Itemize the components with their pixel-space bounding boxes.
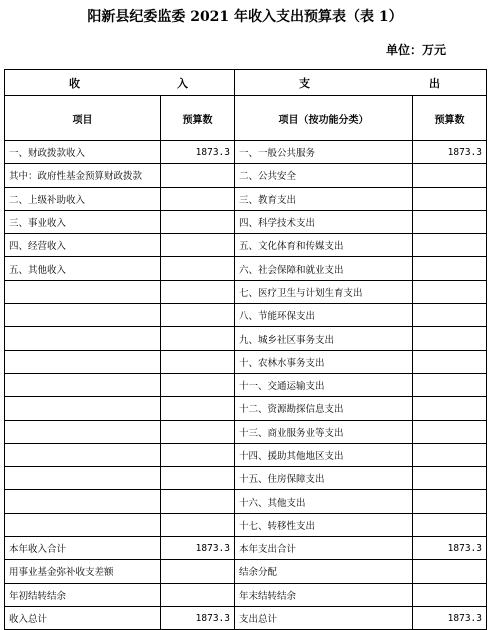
expense-value-cell (413, 187, 487, 210)
expense-value-cell (413, 467, 487, 490)
expense-value-cell (413, 280, 487, 303)
table-row (5, 350, 487, 373)
income-value-cell (161, 467, 235, 490)
expense-value-cell (413, 234, 487, 257)
income-item-cell (5, 490, 161, 513)
income-item-cell: 本年收入合计 (5, 537, 161, 560)
table-row (5, 280, 487, 303)
income-value-cell (161, 280, 235, 303)
income-item-cell (5, 443, 161, 466)
income-value-cell (161, 513, 235, 536)
income-value-cell (161, 164, 235, 187)
expense-value-cell (413, 350, 487, 373)
expense-item-cell: 本年支出合计 (235, 537, 413, 560)
table-row (5, 513, 487, 536)
expense-item-cell: 十五、住房保障支出 (235, 467, 413, 490)
income-value-cell (161, 304, 235, 327)
expense-item-cell: 四、科学技术支出 (235, 210, 413, 233)
table-row (5, 373, 487, 396)
income-item-cell (5, 513, 161, 536)
expense-item-cell: 十一、交通运输支出 (235, 373, 413, 396)
expense-value-cell (413, 210, 487, 233)
table-row (5, 234, 487, 257)
income-item-cell: 二、上级补助收入 (5, 187, 161, 210)
income-value-cell: 1873.3 (161, 141, 235, 164)
expense-budget-column-header: 预算数 (413, 96, 487, 141)
expense-value-cell (413, 583, 487, 606)
expense-item-cell: 十三、商业服务业等支出 (235, 420, 413, 443)
expense-item-cell: 五、文化体育和传媒支出 (235, 234, 413, 257)
income-value-cell (161, 397, 235, 420)
table-row (5, 210, 487, 233)
expense-item-cell: 年末结转结余 (235, 583, 413, 606)
expense-item-cell: 十四、援助其他地区支出 (235, 443, 413, 466)
table-row (5, 420, 487, 443)
income-item-cell: 三、事业收入 (5, 210, 161, 233)
expense-header-char-1: 支 (299, 76, 312, 90)
income-value-cell (161, 210, 235, 233)
income-budget-column-header: 预算数 (161, 96, 235, 141)
income-item-cell (5, 467, 161, 490)
expense-value-cell: 1873.3 (413, 141, 487, 164)
table-row (5, 606, 487, 629)
expense-value-cell (413, 373, 487, 396)
expense-value-cell (413, 420, 487, 443)
table-row (5, 304, 487, 327)
expense-value-cell: 1873.3 (413, 537, 487, 560)
income-item-cell (5, 327, 161, 350)
expense-value-cell (413, 397, 487, 420)
table-row (5, 327, 487, 350)
expense-item-cell: 支出总计 (235, 606, 413, 629)
table-row (5, 467, 487, 490)
income-value-cell (161, 187, 235, 210)
income-item-cell: 一、财政拨款收入 (5, 141, 161, 164)
income-item-cell: 收入总计 (5, 606, 161, 629)
expense-value-cell (413, 490, 487, 513)
table-row (5, 537, 487, 560)
expense-item-cell: 十、农林水事务支出 (235, 350, 413, 373)
expense-value-cell (413, 443, 487, 466)
budget-table (4, 69, 487, 630)
income-item-cell: 其中：政府性基金预算财政拨款 (5, 164, 161, 187)
table-row (5, 560, 487, 583)
table-row (5, 257, 487, 280)
income-value-cell (161, 373, 235, 396)
income-item-cell (5, 304, 161, 327)
expense-item-cell: 二、公共安全 (235, 164, 413, 187)
income-item-cell (5, 373, 161, 396)
expense-value-cell (413, 513, 487, 536)
expense-header-char-2: 出 (429, 76, 442, 90)
expense-item-cell: 十二、资源勘探信息支出 (235, 397, 413, 420)
income-value-cell (161, 234, 235, 257)
expense-value-cell (413, 560, 487, 583)
table-row (5, 141, 487, 164)
table-header-sections (5, 70, 487, 96)
expense-value-cell (413, 327, 487, 350)
expense-item-cell: 一、一般公共服务 (235, 141, 413, 164)
income-value-cell (161, 350, 235, 373)
table-row (5, 583, 487, 606)
table-row (5, 164, 487, 187)
expense-value-cell (413, 164, 487, 187)
expense-value-cell (413, 257, 487, 280)
table-row (5, 187, 487, 210)
expense-item-cell: 九、城乡社区事务支出 (235, 327, 413, 350)
income-item-cell (5, 280, 161, 303)
income-item-cell (5, 397, 161, 420)
income-value-cell (161, 490, 235, 513)
expense-value-cell: 1873.3 (413, 606, 487, 629)
income-item-cell (5, 420, 161, 443)
income-value-cell (161, 583, 235, 606)
unit-label: 单位：万元 (385, 43, 446, 57)
income-item-column-header: 项目 (5, 96, 161, 141)
expense-item-cell: 八、节能环保支出 (235, 304, 413, 327)
expense-item-cell: 结余分配 (235, 560, 413, 583)
expense-item-cell: 六、社会保障和就业支出 (235, 257, 413, 280)
expense-section-header (235, 70, 487, 96)
income-section-header (5, 70, 235, 96)
income-value-cell (161, 420, 235, 443)
page-title: 阳新县纪委监委 2021 年收入支出预算表（表 1） (87, 9, 403, 25)
income-value-cell (161, 560, 235, 583)
expense-value-cell (413, 304, 487, 327)
income-value-cell (161, 257, 235, 280)
income-header-char-2: 入 (177, 76, 190, 90)
expense-item-cell: 七、医疗卫生与计划生育支出 (235, 280, 413, 303)
table-row (5, 397, 487, 420)
expense-item-column-header: 项目（按功能分类） (235, 96, 413, 141)
income-header-char-1: 收 (69, 76, 82, 90)
income-item-cell: 年初结转结余 (5, 583, 161, 606)
income-value-cell: 1873.3 (161, 537, 235, 560)
income-item-cell: 用事业基金弥补收支差额 (5, 560, 161, 583)
income-value-cell: 1873.3 (161, 606, 235, 629)
table-row (5, 443, 487, 466)
table-body (5, 141, 487, 630)
income-item-cell: 四、经营收入 (5, 234, 161, 257)
expense-item-cell: 三、教育支出 (235, 187, 413, 210)
expense-item-cell: 十七、转移性支出 (235, 513, 413, 536)
table-row (5, 490, 487, 513)
income-item-cell (5, 350, 161, 373)
income-value-cell (161, 443, 235, 466)
expense-item-cell: 十六、其他支出 (235, 490, 413, 513)
income-value-cell (161, 327, 235, 350)
table-header-columns (5, 96, 487, 141)
income-item-cell: 五、其他收入 (5, 257, 161, 280)
